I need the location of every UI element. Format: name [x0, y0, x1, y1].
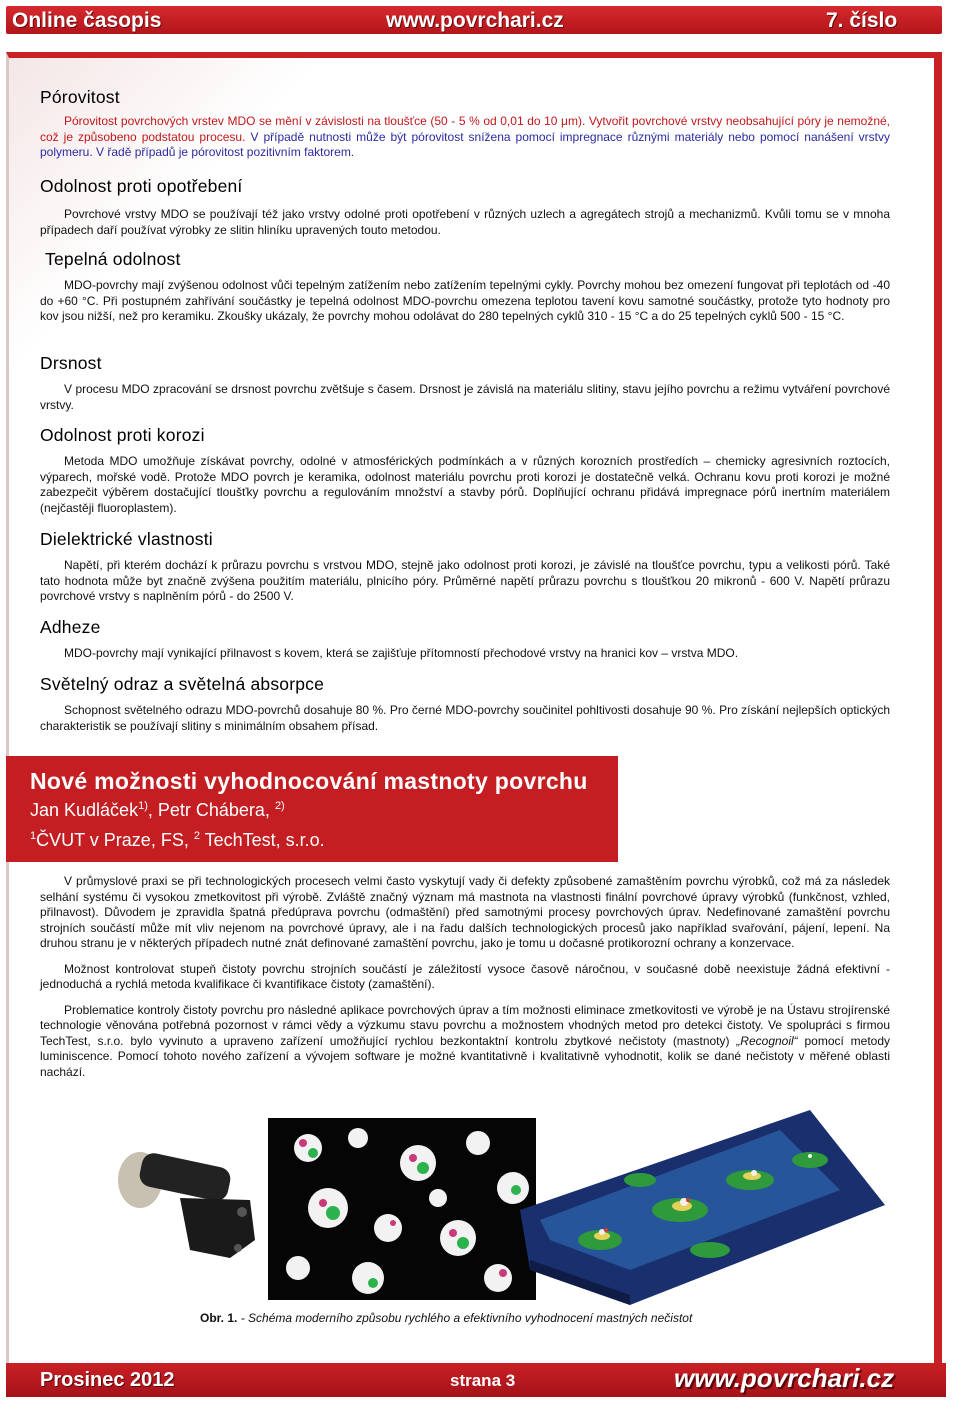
article-authors: Jan Kudláček$^{1)}$, Petr Chábera, $^{2)}$	[30, 800, 285, 820]
paragraph: Metoda MDO umožňuje získávat povrchy, odolné v atmosférických podmínkách a v různých korozních prostředích – chemicky agresivních roztocích, výparech, mořské vodě. Protože MDO povrch je keramika, odolnost materiálu povrchu proti korozi je dostatečně velká. Ochranu kovu proti korozi je možné zabezpečit výběrem dostačující tloušťky povrchu a regulováním množství a stavby pórů. Doplňující ochranu přidává impregnace pórů inertním materiálem (nejčastěji fluoroplastem).	[40, 454, 890, 515]
luminescence-image	[268, 1118, 536, 1300]
issue-number: 7. číslo	[826, 9, 898, 32]
article-body	[40, 874, 890, 1080]
section-title: Pórovitost	[40, 87, 120, 107]
paragraph: MDO-povrchy mají vynikající přilnavost s kovem, která se zajišťuje přítomností přechodové vrstvy na hranici kov – vrstva MDO.	[64, 646, 739, 660]
section-dielektricke	[40, 528, 890, 605]
paragraph: V procesu MDO zpracování se drsnost povrchu zvětšuje s časem. Drsnost je závislá na materiálu slitiny, stavu jejího povrchu a režimu vytváření povrchové vrstvy.	[40, 382, 890, 412]
paragraph: Schopnost světelného odrazu MDO-povrchů dosahuje 80 %. Pro černé MDO-povrchy součinitel pohltivosti dosahuje 90 %. Pro získání nejlepších optických charakteristik se používají slitiny s minimálním obsahem přísad.	[40, 703, 890, 733]
article-institutions: $^1$ČVUT v Praze, FS, $^2$ TechTest, s.r.o.	[30, 830, 325, 850]
section-title: Světelný odraz a světelná absorpce	[40, 674, 325, 694]
section-tepelna	[40, 248, 890, 325]
figure-caption: Obr. 1. - Schéma moderního způsobu rychlého a efektivního vyhodnocení mastných nečistot	[200, 1311, 693, 1325]
section-korozi	[40, 424, 890, 516]
section-title: Odolnost proti opotřebení	[40, 176, 243, 196]
section-adheze	[40, 616, 890, 662]
paragraph: Problematice kontroly čistoty povrchu pro následné aplikace povrchových úprav a tím možnosti eliminace zmetkovitosti ve výrobě je na Ústavu strojírenské technologie věnována potřebná pozornost v rámci vědy a výzkumu stavu povrchu a možnostem vhodných metod pro detekci čistoty. Ve spolupráci s firmou TechTest, s.r.o. bylo vyvinuto a upraveno zařízení umožňující rychlou bezkontaktní kontrolu zbytkové nečistoty (mastnoty) „Recognoil“ pomocí metody luminiscence. Pomocí tohoto nového zařízení a vývojem software je možné kvantitativně i kvalitativně vyhodnotit, kolik se dané nečistoty v měřené oblasti nachází.	[40, 1002, 890, 1079]
section-porovitost	[40, 86, 890, 161]
footer-bar	[6, 1363, 946, 1397]
magazine-name: Online časopis	[12, 9, 162, 32]
surface-3d-plot	[510, 1090, 890, 1305]
paragraph: Možnost kontrolovat stupeň čistoty povrchu strojních součástí je záležitostí vysoce časově náročnou, v současné době neexistuje žádná efektivní - jednoduchá a rychlá metoda kvalifikace či kvantifikace čistoty (zamaštění).	[40, 961, 890, 991]
footer-website[interactable]: www.povrchari.cz	[674, 1363, 895, 1393]
section-title: Dielektrické vlastnosti	[40, 529, 213, 549]
section-title: Odolnost proti korozi	[40, 425, 205, 445]
device-photo	[110, 1140, 260, 1260]
paragraph: V průmyslové praxi se při technologických procesech velmi často vyskytují vady či defekty způsobené zamaštěním povrchu výrobků, což má za následek selhání systému či vysokou zmetkovitost při výrobě. Zvláště značný význam má mastnota na vlastnosti finální povrchové úpravy výrobků (funkčnost, vzhled, přilnavost). Důvodem je zpravidla špatná předúprava povrchu (odmaštění) před samotnými procesy povrchových úprav. Nedefinované zamaštění povrchu strojních součástí může mít vliv nejenom na povrchové úpravy, ale i na řadu dalších technologických procesů jako například svařování, pájení, lepení. Na druhou stranu je v některých případech nutné znát definované zamaštění povrchu, jako je tomu u dočasné protikorozní ochrany a konzervace.	[40, 874, 890, 950]
issue-date: Prosinec 2012	[40, 1369, 175, 1391]
section-drsnost	[40, 352, 890, 413]
section-title: Drsnost	[40, 353, 102, 373]
section-title: Adheze	[40, 617, 101, 637]
paragraph: MDO-povrchy mají zvýšenou odolnost vůči tepelným zatížením nebo zatížením tepelnými cykly. Povrchy mohou bez omezení fungovat při teplotách od -40 do +60 °C. Při postupném zahřívání součástky je tepelná odolnost MDO-povrchu omezena teplotou tavení kovu samotné součástky, protože tyto hodnoty pro kov jsou nižší, než pro keramiku. Zkoušky ukázaly, že povrchy mohou odolávat do 280 tepelných cyklů 310 - 15 °C a do 25 tepelných cyklů 500 - 15 °C.	[40, 278, 890, 323]
header-bar	[6, 6, 942, 34]
article-banner	[6, 756, 618, 862]
paragraph: Napětí, při kterém dochází k průrazu povrchu s vrstvou MDO, stejně jako odolnost proti korozi, je závislé na tloušťce povrchu, typu a velikosti pórů. Také tato hodnota může byt značně zvýšena použitím materiálu, plnicího póry. Průměrné napětí průrazu povrchu s tloušťkou 20 mikronů - 600 V. Napětí průrazu povrchové vrstvy s naplněním pórů - do 2500 V.	[40, 558, 890, 603]
paragraph: Povrchové vrstvy MDO se používají též jako vrstvy odolné proti opotřebení v různých uzlech a agregátech strojů a mechanizmů. Kvůli tomu se v mnoha případech daří používat výrobky ze slitin hliníku upravených touto metodou.	[40, 207, 890, 237]
paragraph: Pórovitost povrchových vrstev MDO se mění v závislosti na tloušťce (50 - 5 % od 0,01 do 10 μm). Vytvořit povrchové vrstvy neobsahující póry je nemožné, což je způsobeno podstatou procesu. V případě nutnosti může být pórovitost snížena pomocí impregnace různými materiály nebo pomocí nanášení vrstvy polymeru. V řadě případů je pórovitost pozitivním faktorem.	[40, 114, 891, 159]
section-title: Tepelná odolnost	[45, 249, 181, 269]
article-title: Nové možnosti vyhodnocování mastnoty povrchu	[30, 768, 588, 794]
section-svetelny	[40, 673, 890, 734]
website-url[interactable]: www.povrchari.cz	[386, 9, 564, 32]
section-opotrebeni	[40, 175, 890, 238]
page-number: strana 3	[450, 1371, 516, 1390]
